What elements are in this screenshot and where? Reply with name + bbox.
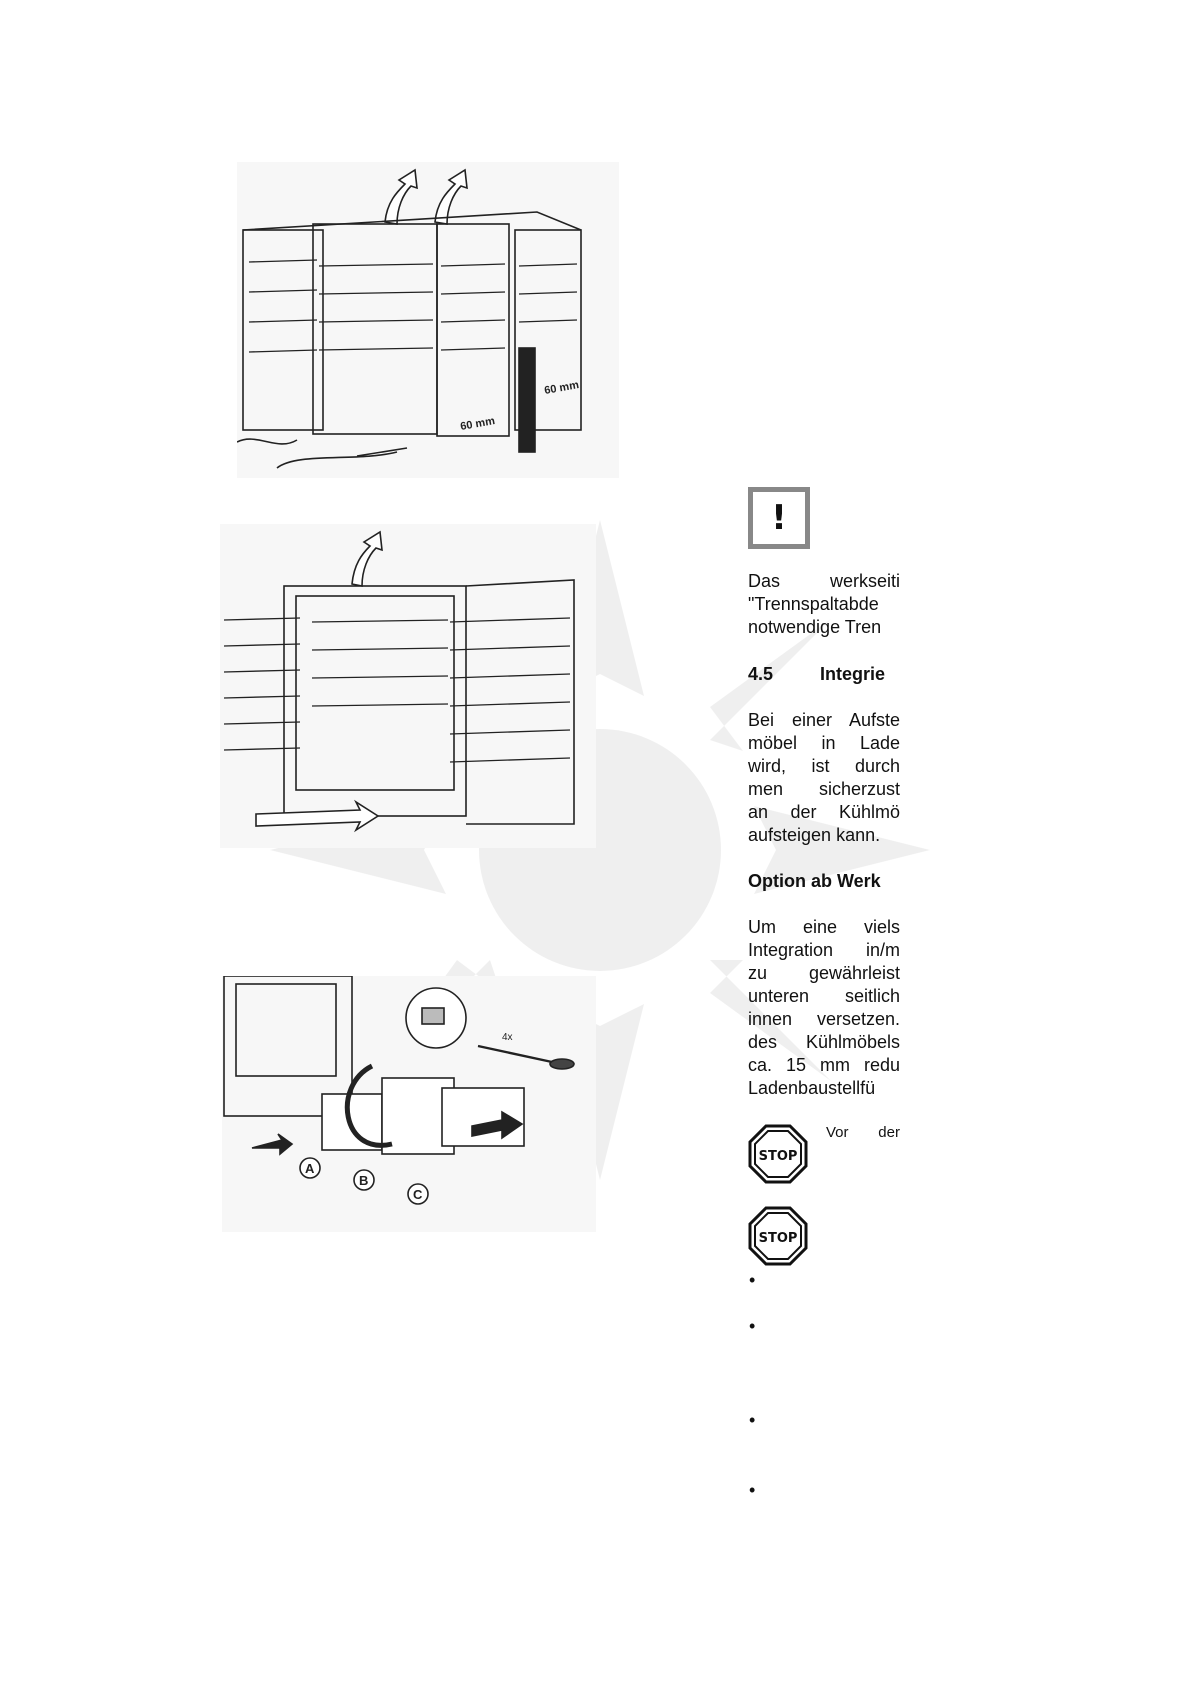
paragraph-option	[748, 916, 900, 1100]
bullet-point: •	[749, 1480, 756, 1500]
text-line: ca. 15 mm redu	[748, 1055, 900, 1075]
text-line: "Trennspaltabde	[748, 594, 879, 614]
text-line: men sicherzust	[748, 779, 900, 799]
text-line: innen versetzen.	[748, 1009, 900, 1029]
stop-sign-icon-2	[748, 1206, 808, 1266]
text-line: an der Kühlmö	[748, 802, 900, 822]
bullet-point: •	[749, 1316, 756, 1336]
fig1-label-right: 60 mm	[543, 379, 580, 397]
figure-cabinet-integration-middle	[220, 524, 596, 848]
stop-sign-label: STOP	[758, 1149, 798, 1164]
option-heading: Option ab Werk	[748, 871, 881, 891]
stop-sign-icon	[748, 1124, 808, 1184]
section-title: Integrie	[820, 664, 886, 684]
paragraph-integration	[748, 709, 900, 847]
fig3-label-count: 4x	[502, 1032, 513, 1043]
section-number: 4.5	[748, 664, 774, 684]
text-line: Das werkseiti	[748, 571, 900, 591]
stop-sign-label-2: STOP	[758, 1231, 798, 1246]
text-line: Bei einer Aufste	[748, 710, 900, 730]
text-line: wird, ist durch	[748, 756, 900, 776]
fig3-label-a: A	[305, 1161, 315, 1176]
text-line: des Kühlmöbels	[748, 1032, 900, 1052]
text-line: Ladenbaustellfü	[748, 1078, 876, 1098]
text-line: notwendige Tren	[748, 617, 882, 637]
text-line: Um eine viels	[748, 917, 900, 937]
bullet-point: •	[749, 1270, 756, 1290]
fig1-label-left: 60 mm	[459, 415, 496, 433]
stop-text: Vor der	[826, 1124, 900, 1141]
text-line: zu gewährleist	[748, 963, 900, 983]
bullet-point: •	[749, 1410, 756, 1430]
paragraph-intro	[748, 570, 900, 639]
text-line: unteren seitlich	[748, 986, 900, 1006]
figure-cabinet-airflow-top	[237, 162, 619, 478]
fig3-label-b: B	[359, 1173, 369, 1188]
warning-exclamation-icon: !	[748, 487, 810, 549]
figure-panel-mounting-bottom	[222, 976, 596, 1232]
fig3-label-c: C	[413, 1187, 423, 1202]
text-line: Integration in/m	[748, 940, 900, 960]
text-line: aufsteigen kann.	[748, 825, 881, 845]
text-line: möbel in Lade	[748, 733, 900, 753]
